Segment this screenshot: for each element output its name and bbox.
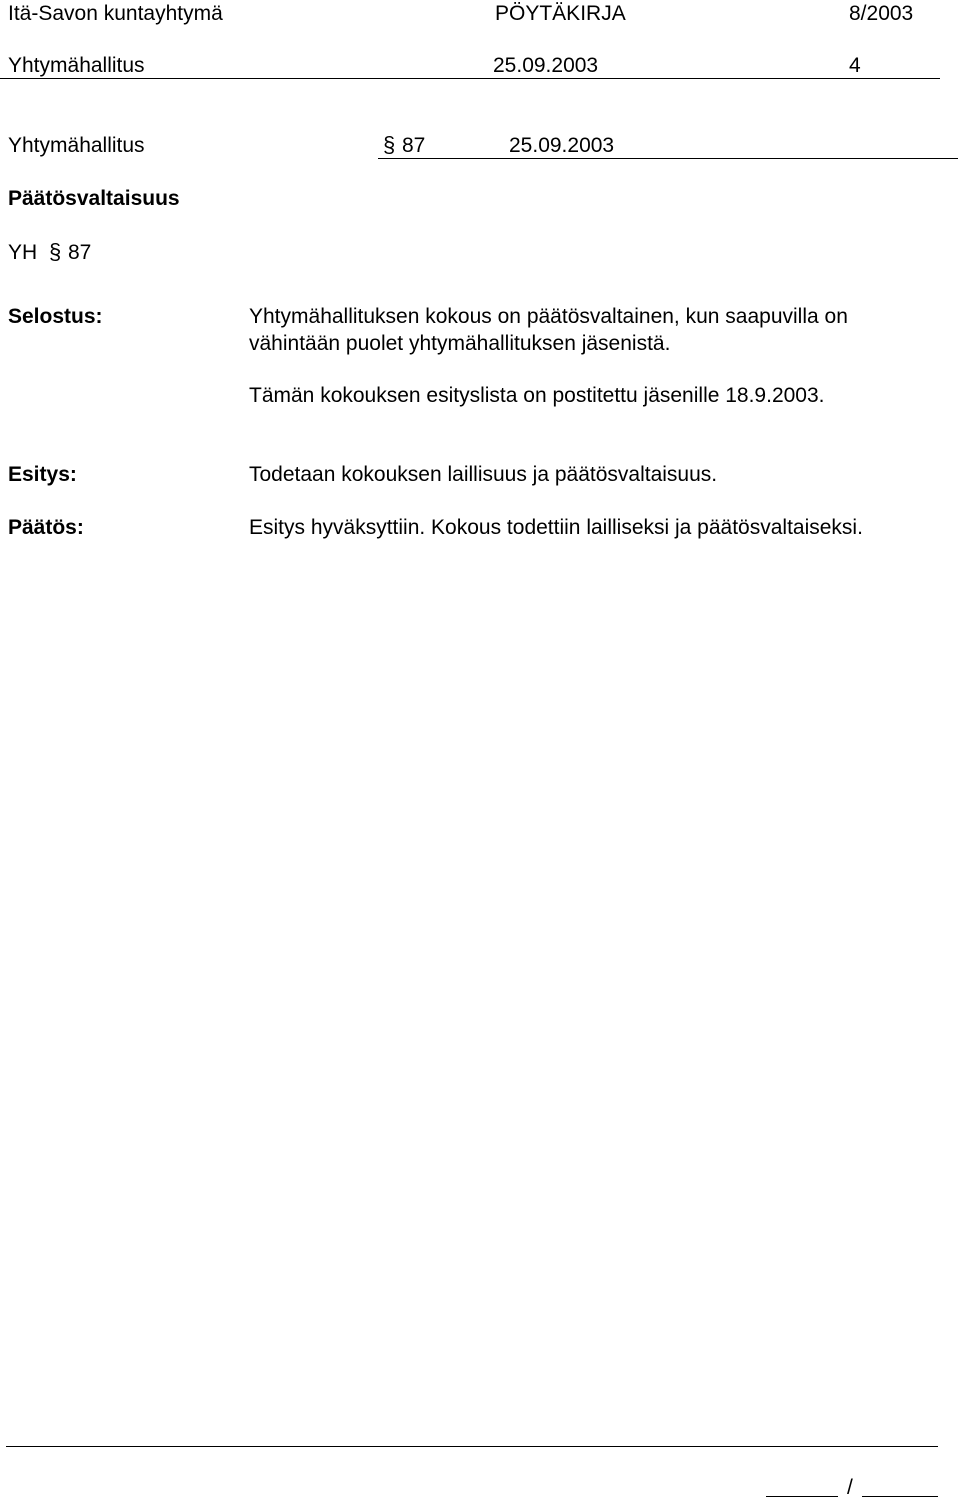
header-divider: [0, 78, 940, 79]
section-number: 87: [402, 134, 426, 157]
document-type: PÖYTÄKIRJA: [495, 2, 626, 25]
header-date: 25.09.2003: [493, 54, 599, 77]
section-ref-prefix: YH: [8, 241, 38, 264]
selostus-paragraph-2: Tämän kokouksen esityslista on postitettu jäsenille 18.9.2003.: [249, 384, 825, 407]
page-number: 4: [849, 54, 861, 77]
selostus-text-line-1: Yhtymähallituksen kokous on päätösvaltainen, kun saapuvilla on: [249, 305, 848, 328]
section-sign: §: [383, 132, 396, 157]
section-divider: [378, 158, 958, 159]
section-ref-number: 87: [68, 241, 92, 264]
section-body-name: Yhtymähallitus: [8, 134, 145, 157]
section-title: Päätösvaltaisuus: [8, 187, 180, 210]
signature-separator: /: [847, 1476, 853, 1499]
esitys-label: Esitys:: [8, 463, 77, 486]
section-date: 25.09.2003: [509, 134, 615, 157]
document-number: 8/2003: [849, 2, 914, 25]
esitys-text: Todetaan kokouksen laillisuus ja päätösvaltaisuus.: [249, 463, 718, 486]
section-ref-sign: §: [49, 239, 62, 264]
selostus-text-line-2: vähintään puolet yhtymähallituksen jäsenistä.: [249, 332, 671, 355]
signature-line-right: [862, 1496, 938, 1497]
paatos-label: Päätös:: [8, 516, 84, 539]
footer-divider: [6, 1446, 938, 1447]
signature-line-left: [766, 1496, 838, 1497]
header-body-name: Yhtymähallitus: [8, 54, 145, 77]
paatos-text: Esitys hyväksyttiin. Kokous todettiin lailliseksi ja päätösvaltaiseksi.: [249, 516, 863, 539]
selostus-label: Selostus:: [8, 305, 103, 328]
org-name: Itä-Savon kuntayhtymä: [8, 2, 223, 25]
